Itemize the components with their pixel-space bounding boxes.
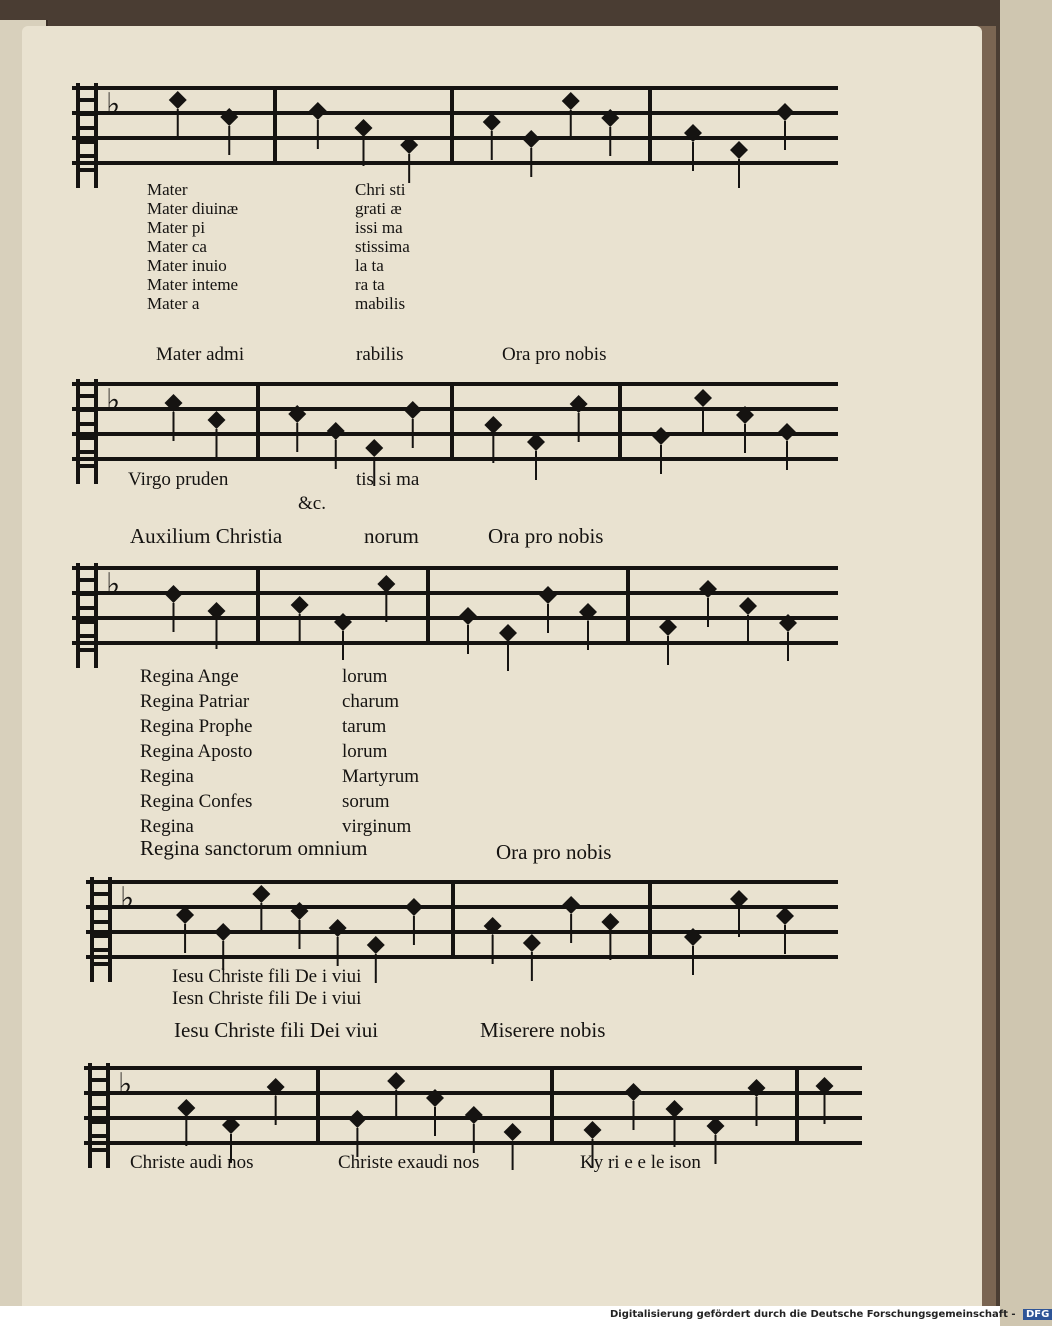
clef-ladder: [94, 948, 108, 952]
lyrics-iesu: [172, 966, 361, 1010]
clef-ladder: [80, 648, 94, 652]
response-miserere-nobis: Miserere nobis: [480, 1018, 606, 1042]
note-diamond: [776, 907, 794, 925]
note-diamond: [459, 607, 477, 625]
clef-ladder: [92, 1134, 106, 1138]
caption-iesu-christe: Iesu Christe fili Dei viui: [174, 1018, 379, 1042]
lyric-line: ra ta: [355, 275, 385, 294]
note-diamond: [522, 130, 540, 148]
lyric-line: Regina: [140, 816, 194, 837]
clef-ladder: [94, 962, 108, 966]
caption-rabilis: rabilis: [356, 344, 404, 365]
note-diamond: [377, 575, 395, 593]
note-diamond: [499, 624, 517, 642]
note-diamond: [365, 439, 383, 457]
note-diamond: [601, 913, 619, 931]
lyric-line: Mater diuinæ: [147, 199, 239, 218]
lyrics-column-right-3: [342, 664, 419, 839]
lyric-line: Iesn Christe fili De i viui: [172, 988, 362, 1009]
note-diamond: [177, 1099, 195, 1117]
lyrics-column-left-3: [140, 664, 252, 839]
note-diamond: [694, 389, 712, 407]
lyric-line: Mater ca: [147, 237, 207, 256]
caption-regina-sanctorum: Regina sanctorum omnium: [140, 836, 368, 860]
note-diamond: [329, 919, 347, 937]
clef-ladder: [80, 450, 94, 454]
lyric-line: lorum: [342, 666, 388, 687]
flat-sign: ♭: [106, 87, 121, 122]
lyrics-column-right-1: [355, 180, 410, 313]
note-diamond: [291, 902, 309, 920]
clef-ladder: [80, 422, 94, 426]
clef-ladder: [92, 1092, 106, 1096]
note-diamond: [730, 141, 748, 159]
lyric-line: Regina: [140, 766, 194, 787]
note-diamond: [699, 580, 717, 598]
clef-ladder: [94, 906, 108, 910]
note-diamond: [220, 108, 238, 126]
clef-ladder: [80, 98, 94, 102]
note-diamond: [387, 1072, 405, 1090]
response-ora-pro-nobis: Ora pro nobis: [502, 344, 607, 365]
etcetera-mark: &c.: [298, 493, 326, 514]
lyric-line: mabilis: [355, 294, 406, 313]
lyric-line: Mater inteme: [147, 275, 239, 294]
dfg-logo: DFG: [1023, 1309, 1052, 1320]
note-diamond: [483, 113, 501, 131]
note-diamond: [539, 586, 557, 604]
lyric-line: Mater: [147, 180, 188, 199]
clef-ladder: [92, 1148, 106, 1152]
flat-sign: ♭: [118, 1067, 133, 1102]
note-diamond: [348, 1110, 366, 1128]
clef-ladder: [92, 1078, 106, 1082]
note-diamond: [584, 1121, 602, 1139]
clef-ladder: [80, 154, 94, 158]
lyric-line: virginum: [342, 816, 412, 837]
lyric-line: Mater inuio: [147, 256, 227, 275]
clef-ladder: [94, 934, 108, 938]
note-diamond: [208, 411, 226, 429]
lyric-christe-exaudi: Christe exaudi nos: [338, 1152, 480, 1173]
note-diamond: [334, 613, 352, 631]
response-ora-pro-nobis-3: Ora pro nobis: [496, 840, 612, 864]
clef-ladder: [80, 464, 94, 468]
lyric-line: Chri sti: [355, 180, 406, 199]
caption-mater-admi: Mater admi: [156, 344, 245, 365]
note-diamond: [484, 416, 502, 434]
lyric-tis-si-ma: tis si ma: [356, 469, 420, 490]
lyric-line: Regina Aposto: [140, 741, 253, 762]
note-diamond: [465, 1106, 483, 1124]
flat-sign: ♭: [106, 567, 121, 602]
lyric-kyrie: Ky ri e e le ison: [580, 1152, 701, 1173]
clef-ladder: [80, 168, 94, 172]
note-diamond: [652, 427, 670, 445]
clef-ladder: [80, 394, 94, 398]
note-diamond: [523, 934, 541, 952]
clef-ladder: [80, 112, 94, 116]
lyric-line: Iesu Christe fili De i viui: [172, 966, 362, 987]
note-diamond: [405, 898, 423, 916]
note-diamond: [355, 119, 373, 137]
note-diamond: [666, 1100, 684, 1118]
note-diamond: [169, 91, 187, 109]
clef-ladder: [80, 436, 94, 440]
lyric-line: Mater pi: [147, 218, 206, 237]
note-diamond: [404, 401, 422, 419]
clef-ladder: [94, 892, 108, 896]
note-diamond: [327, 422, 345, 440]
caption-norum: norum: [364, 524, 419, 548]
lyric-line: Martyrum: [342, 766, 420, 787]
clef-ladder: [80, 620, 94, 624]
lyric-virgo-pruden: Virgo pruden: [128, 469, 229, 490]
lyric-christe-audi: Christe audi nos: [130, 1152, 254, 1173]
lyric-line: Regina Patriar: [140, 691, 250, 712]
clef-ladder: [80, 408, 94, 412]
lyric-line: Mater a: [147, 294, 200, 313]
note-diamond: [309, 102, 327, 120]
clef-ladder: [80, 592, 94, 596]
note-diamond: [165, 585, 183, 603]
clef-ladder: [80, 578, 94, 582]
caption-auxilium: Auxilium Christia: [130, 524, 283, 548]
lyric-line: la ta: [355, 256, 384, 275]
note-diamond: [778, 423, 796, 441]
note-diamond: [367, 936, 385, 954]
clef-ladder: [94, 920, 108, 924]
clef-ladder: [80, 126, 94, 130]
note-diamond: [252, 885, 270, 903]
lyric-line: sorum: [342, 791, 390, 812]
note-diamond: [562, 92, 580, 110]
response-ora-pro-nobis-2: Ora pro nobis: [488, 524, 604, 548]
flat-sign: ♭: [106, 383, 121, 418]
flat-sign: ♭: [120, 881, 135, 916]
lyric-line: Regina Ange: [140, 666, 239, 687]
lyric-line: Regina Prophe: [140, 716, 253, 737]
note-diamond: [504, 1123, 522, 1141]
footer-text: Digitalisierung gefördert durch die Deutsche Forschungsgemeinschaft -: [610, 1309, 1016, 1320]
lyric-line: charum: [342, 691, 399, 712]
footer-credit: [610, 1309, 1052, 1320]
lyric-line: issi ma: [355, 218, 403, 237]
lyric-line: tarum: [342, 716, 387, 737]
lyric-line: grati æ: [355, 199, 402, 218]
clef-ladder: [80, 140, 94, 144]
lyric-line: stissima: [355, 237, 410, 256]
clef-ladder: [92, 1120, 106, 1124]
note-diamond: [562, 896, 580, 914]
clef-ladder: [92, 1106, 106, 1110]
note-diamond: [776, 103, 794, 121]
note-diamond: [739, 597, 757, 615]
note-diamond: [214, 923, 232, 941]
lyrics-column-left-1: [147, 180, 238, 313]
note-diamond: [659, 618, 677, 636]
lyric-line: Regina Confes: [140, 791, 253, 812]
clef-ladder: [80, 606, 94, 610]
note-diamond: [625, 1083, 643, 1101]
lyric-line: lorum: [342, 741, 388, 762]
clef-ladder: [80, 634, 94, 638]
note-diamond: [291, 596, 309, 614]
